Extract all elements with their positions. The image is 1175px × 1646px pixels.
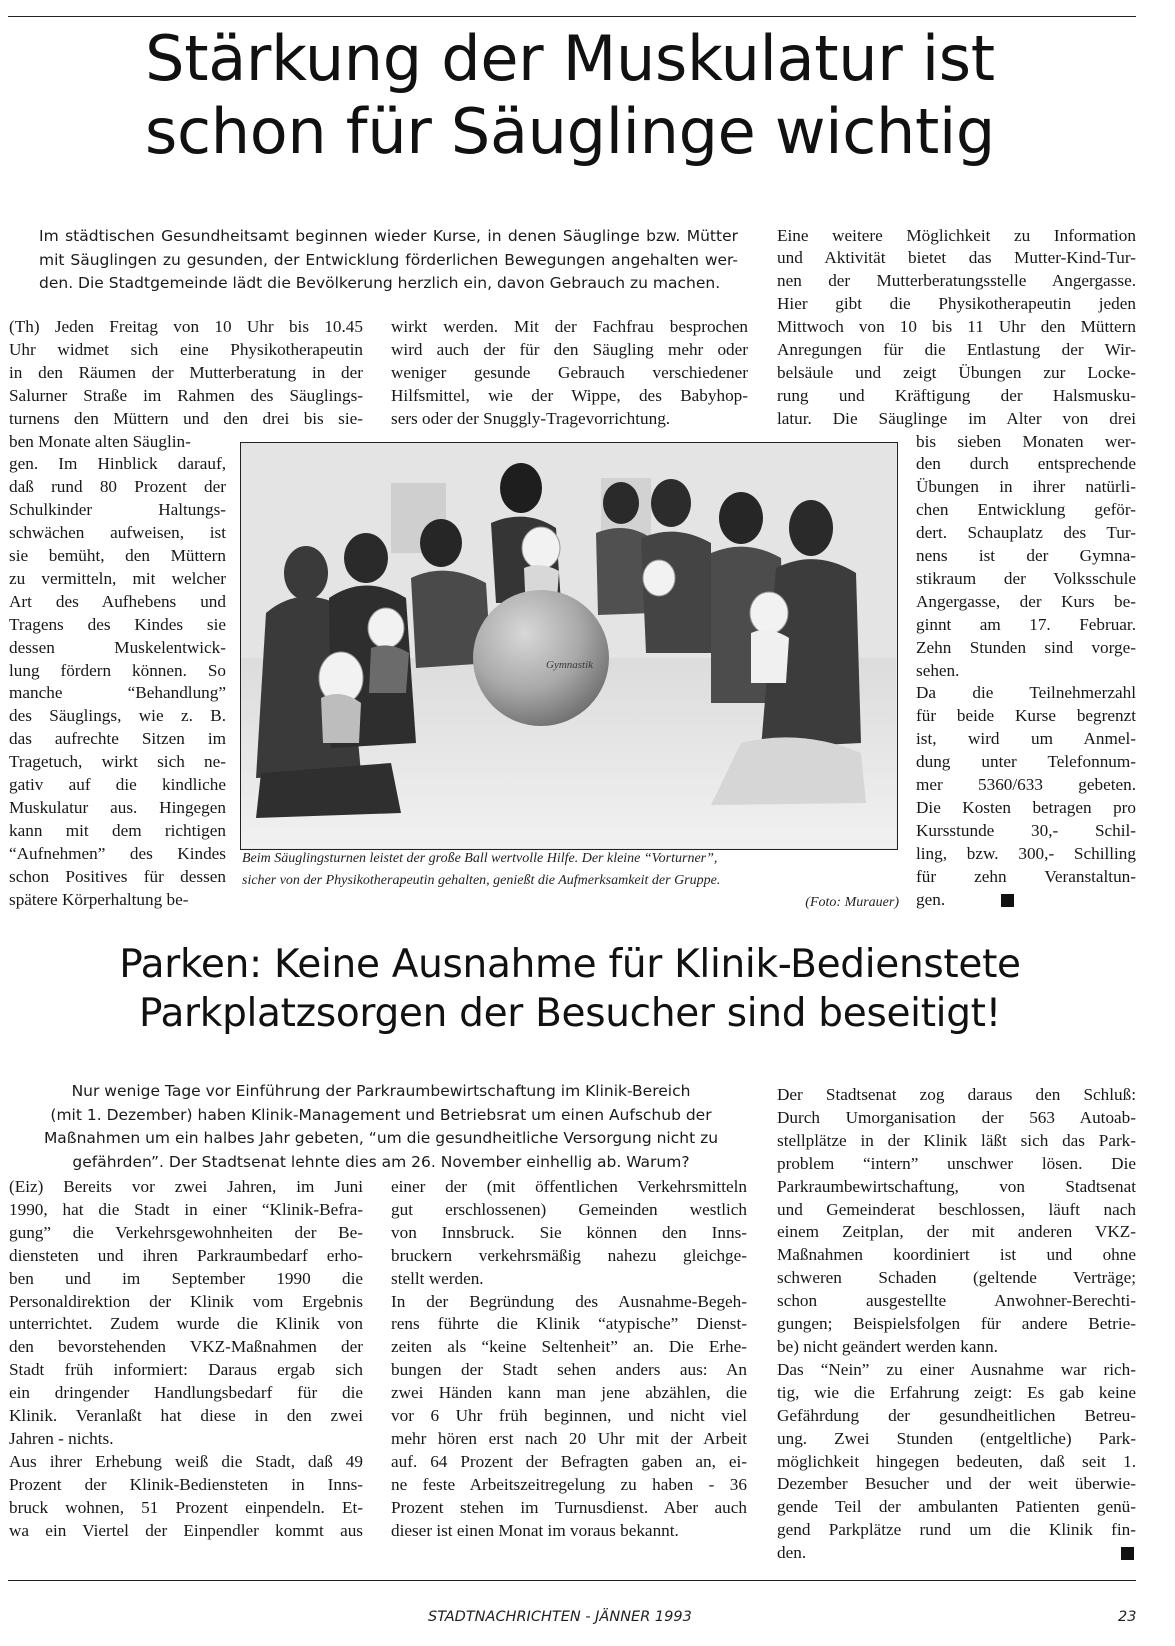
text-line: ist, wird um Anmel- [916,729,1136,749]
text-line: Gefährdung der gesundheitlichen Betreu- [777,1405,1136,1425]
text-line: Schulkinder Haltungs- [9,500,226,520]
article1-headline [60,22,1080,168]
text-line: Uhr widmet sich eine Physikotherapeutin [9,339,363,359]
text-line: Anregungen für die Entlastung der Wir- [777,340,1136,360]
text-line-last [777,1542,1136,1565]
text-line: Der Stadtsenat zog daraus den Schluß: [777,1085,1136,1104]
text-line: Hier gibt die Physikotherapeutin jeden [777,294,1136,314]
text-line: für zehn Veranstaltun- [916,866,1136,886]
text-line: sie bemüht, den Müttern [9,546,226,566]
text-line: Aus ihrer Erhebung weiß die Stadt, daß 49 [9,1451,363,1471]
text-line: Tragetuch, wirkt sich ne- [9,752,226,772]
headline-line: Parkplatzsorgen der Besucher sind beseitigt! [138,991,1001,1037]
text-line: Kursstunde 30,- Schil- [916,820,1136,840]
lead-line: Maßnahmen um ein halbes Jahr gebeten, “um die gesundheitliche Versorgung nicht zu [43,1129,719,1147]
headline-line: Stärkung der Muskulatur ist [145,22,995,95]
text-line: In der Begründung des Ausnahme-Begeh- [391,1291,747,1311]
text-line: Übungen in ihrer natürli- [916,477,1136,497]
ball-label: Gymnastik [546,659,594,671]
article1-photo [240,442,898,850]
text-line: für beide Kurse begrenzt [916,706,1136,726]
text-line: und Gemeinderat beschlossen, läuft nach [777,1199,1136,1219]
text-line: den durch entsprechende [916,454,1136,474]
article1-col1-top [9,316,363,431]
text-line: dert. Schauplatz des Tur- [916,523,1136,543]
text-line: einem Zeitplan, der mit anderen VKZ- [777,1222,1136,1242]
caption-line: sicher von der Physikotherapeutin gehalten, genießt die Aufmerksamkeit der Gruppe. [242,873,721,888]
text-line: Salurner Straße im Rahmen des Säuglings- [9,385,363,405]
text-line: ling, bzw. 300,- Schilling [916,843,1136,863]
text-line: Art des Aufhebens und [9,591,226,611]
text-line: stikraum der Volksschule [916,568,1136,588]
headline-line: Parken: Keine Ausnahme für Klinik-Bedienstete [119,942,1021,987]
text-line: sehen. [916,660,960,680]
headline-line: schon für Säuglinge wichtig [144,95,995,169]
article2-col3 [777,1084,1136,1565]
text-line: zeiten als “keine Seltenheit” an. Die Erhe- [391,1337,747,1357]
text-line: lung fördern können. So [9,660,226,680]
text-line: zwei Händen kann man jene abzählen, die [391,1383,747,1403]
lead-line: Nur wenige Tage vor Einführung der Parkraumbewirtschaftung im Klinik-Bereich [71,1082,691,1100]
text-line: schon ausgestellte Anwohner-Berechti- [777,1291,1136,1311]
text-line: Parkraumbewirtschaftung, von Stadtsenat [777,1176,1136,1196]
text-line: den. [777,1543,807,1563]
text-line: gend Parkplätze rund um die Klinik fin- [777,1520,1136,1540]
text-line: ben und im September 1990 die [9,1268,363,1288]
text-line: möglichkeit hingegen bedeuten, daß seit 1. [777,1451,1136,1471]
text-line: rens führte die Klinik “atypische” Dienst- [391,1314,747,1334]
text-line: tig, wie die Erfahrung zeigt: Es gab keine [777,1382,1136,1402]
article1-col3-narrow [916,431,1136,912]
text-line: Klinik. Veranlaßt hat diese in den zwei [9,1406,363,1426]
text-line: Die Kosten betragen pro [916,798,1136,817]
page-number: 23 [1118,1609,1137,1625]
text-line: wa ein Viertel der Einpendler kommt aus [9,1520,363,1540]
text-line: diensteten und ihren Parkraumbedarf erho- [9,1245,363,1265]
text-line: das aufrechte Sitzen im [9,729,226,749]
text-line: ne feste Arbeitszeitregelung zu haben - 36 [391,1474,747,1494]
text-line: 1990, hat die Stadt in einer “Klinik-Befra- [9,1199,363,1219]
text-line: Maßnahmen koordiniert ist und ohne [777,1245,1136,1265]
article2-lead [15,1080,747,1174]
text-line: bruckern verkehrsmäßig nahezu gleichge- [391,1245,747,1265]
text-line: sers oder der Snuggly-Tragevorrichtung. [391,408,671,428]
text-line: Hilfsmittel, wie der Wippe, des Babyhop- [391,385,748,405]
text-line: Zehn Stunden sind vorge- [916,637,1136,657]
text-line: von Innsbruck. Sie können den Inns- [391,1222,747,1242]
text-line: bruck wohnen, 51 Prozent einpendeln. Et- [9,1497,363,1517]
text-line: spätere Körperhaltung be- [9,889,189,909]
text-line: be) nicht geändert werden kann. [777,1336,998,1356]
text-line: (Eiz) Bereits vor zwei Jahren, im Juni [9,1177,363,1196]
caption-line: Beim Säuglingsturnen leistet der große Ball wertvolle Hilfe. Der kleine “Vorturner”, [242,851,718,866]
text-line: latur. Die Säuglinge im Alter von drei [777,408,1136,428]
text-line: rung und Kräftigung der Halsmusku- [777,385,1136,405]
text-line: Mittwoch von 10 bis 11 Uhr den Müttern [777,317,1136,337]
text-line: stellplätze in der Klinik läßt sich das Park- [777,1130,1136,1150]
text-line: gung” die Verkehrsgewohnheiten der Be- [9,1222,363,1242]
text-line: wirkt werden. Mit der Fachfrau besprochen [391,317,748,336]
lead-line: den. Die Stadtgemeinde lädt die Bevölkerung herzlich ein, davon Gebrauch zu machen. [39,274,721,292]
top-rule [8,16,1136,17]
text-line: (Th) Jeden Freitag von 10 Uhr bis 10.45 [9,317,363,336]
text-line: in den Räumen der Mutterberatung in der [9,362,363,382]
text-line: unterrichtet. Zudem wurde die Klinik von [9,1314,363,1334]
article2-col1 [9,1176,363,1543]
text-line: Jahren - nichts. [9,1428,114,1448]
lead-line: mit Säuglingen zu gesunden, der Entwicklung förderlichen Bewegungen angehalten wer- [39,250,738,269]
exercise-ball [473,590,609,726]
text-line: schon Positives für dessen [9,866,226,886]
text-line: weniger gesunde Gebrauch verschiedener [391,362,748,382]
text-line: turnens den Müttern und den drei bis sie- [9,408,363,428]
text-line: nen der Mutterberatungsstelle Angergasse. [777,271,1136,291]
text-line: gende Teil der ambulanten Patienten genü- [777,1497,1136,1517]
text-line: Durch Umorganisation der 563 Autoab- [777,1107,1136,1127]
text-line: den bevorstehenden VKZ-Maßnahmen der [9,1337,363,1357]
article1-col2 [391,316,748,431]
text-line: schweren Schaden (geltende Verträge; [777,1268,1136,1288]
text-line: vor 6 Uhr früh beginnen, und nicht viel [391,1406,747,1426]
text-line: ein dringender Handlungsbedarf für die [9,1383,363,1403]
text-line: dieser ist einen Monat im voraus bekannt. [391,1520,679,1540]
text-line: dung unter Telefonnum- [916,752,1136,772]
text-line: kann mit dem richtigen [9,820,226,840]
text-line: gut erschlossenen) Gemeinden westlich [391,1199,747,1219]
lead-line: Im städtischen Gesundheitsamt beginnen wieder Kurse, in denen Säuglinge bzw. Mütter [39,227,738,245]
end-of-article-mark [1001,894,1014,907]
text-line: und Aktivität bietet das Mutter-Kind-Tur- [777,248,1136,268]
text-line: Tragens des Kindes sie [9,614,226,634]
text-line: ung. Zwei Stunden (entgeltliche) Park- [777,1428,1136,1448]
photo-caption [242,848,899,914]
publication-footer: STADTNACHRICHTEN - JÄNNER 1993 [428,1609,692,1625]
text-line: mehr hören erst nach 20 Uhr mit der Arbeit [391,1428,747,1448]
text-line: ben Monate alten Säuglin- [9,431,191,451]
text-line: Muskulatur aus. Hingegen [9,798,226,817]
text-line: Prozent stehen im Turnusdienst. Aber auch [391,1497,747,1517]
text-line: auf. 64 Prozent der Befragten gaben an, ei- [391,1451,747,1471]
text-line: einer der (mit öffentlichen Verkehrsmitteln [391,1177,747,1196]
text-line: Angergasse, der Kurs be- [916,591,1136,611]
text-line: ginnt am 17. Februar. [916,614,1136,634]
text-line: gativ auf die kindliche [9,775,226,795]
text-line: zu vermitteln, mit welcher [9,568,226,588]
lead-line: (mit 1. Dezember) haben Klinik-Management und Betriebsrat um einen Aufschub der [50,1105,712,1124]
article1-col3-top [777,225,1136,431]
text-line: problem “intern” unschwer lösen. Die [777,1153,1136,1173]
text-line: Dezember Besucher und der weit überwie- [777,1474,1136,1494]
text-line: gen. [916,889,946,909]
article1-lead [39,225,738,296]
text-line: mer 5360/633 gebeten. [916,775,1136,795]
text-line: manche “Behandlung” [9,683,226,703]
article2-headline [40,940,1100,1038]
article1-col1-narrow [9,431,226,912]
text-line: wird auch der für den Säugling mehr oder [391,339,748,359]
text-line: bungen der Stadt sehen anders aus: An [391,1360,747,1380]
bottom-rule [8,1580,1136,1581]
text-line: dessen Muskelentwick- [9,637,226,657]
text-line-last [916,889,1136,912]
text-line: nens ist der Gymna- [916,546,1136,566]
text-line: belsäule und zeigt Übungen zur Locke- [777,362,1136,382]
article2-col2 [391,1176,747,1543]
text-line: Prozent der Klinik-Bediensteten in Inns- [9,1474,363,1494]
text-line: chen Entwicklung geför- [916,500,1136,520]
lead-line: gefährden”. Der Stadtsenat lehnte dies am 26. November einhellig ab. Warum? [72,1152,690,1171]
text-line: schwächen aufweisen, ist [9,523,226,543]
text-line: stellt werden. [391,1268,484,1288]
text-line: Personaldirektion der Klinik vom Ergebnis [9,1291,363,1311]
text-line: “Aufnehmen” des Kindes [9,843,226,863]
text-line: Das “Nein” zu einer Ausnahme war rich- [777,1359,1136,1379]
text-line: daß rund 80 Prozent der [9,477,226,497]
text-line: Da die Teilnehmerzahl [916,683,1136,703]
text-line: bis sieben Monaten wer- [916,431,1136,451]
end-of-article-mark [1121,1547,1134,1560]
text-line: gungen; Beispielsfolgen für andere Betrie- [777,1314,1136,1334]
text-line: Stadt früh informiert: Daraus ergab sich [9,1360,363,1380]
text-line: des Säuglings, wie z. B. [9,706,226,726]
photo-credit: (Foto: Murauer) [805,895,899,910]
text-line: gen. Im Hinblick darauf, [9,454,226,474]
text-line: Eine weitere Möglichkeit zu Information [777,225,1136,245]
photo-illustration [241,443,896,848]
